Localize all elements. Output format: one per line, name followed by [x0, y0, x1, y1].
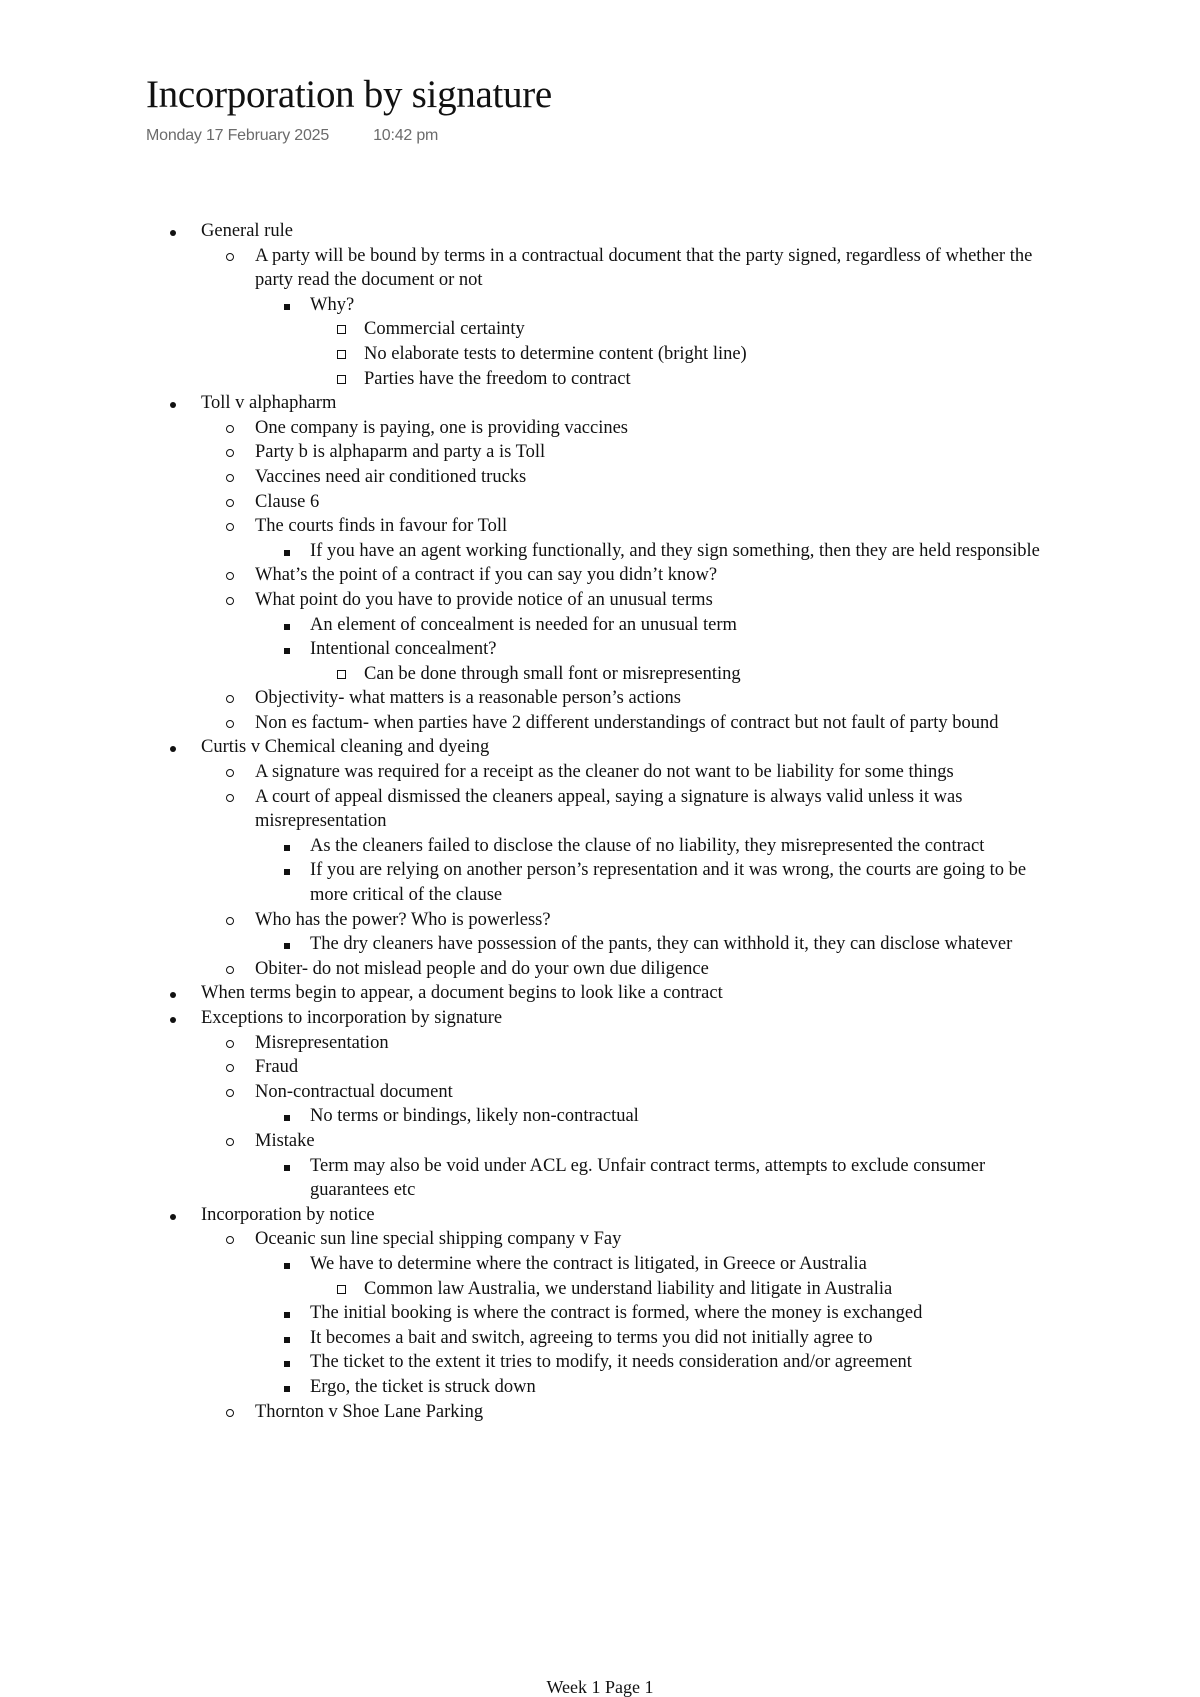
- list-item: [0, 1055, 1065, 1080]
- list-item: [0, 785, 1065, 834]
- circle-bullet-icon: [226, 416, 234, 441]
- list-item-text: Thornton v Shoe Lane Parking: [255, 1401, 484, 1422]
- list-item-text: Term may also be void under ACL eg. Unfair contract terms, attempts to exclude consumer guarantees etc: [310, 1155, 986, 1201]
- square-bullet-icon: [284, 637, 290, 662]
- list-item-text: Vaccines need air conditioned trucks: [255, 466, 527, 487]
- list-item-text: What point do you have to provide notice of an unusual terms: [255, 589, 713, 610]
- circle-bullet-icon: [226, 785, 234, 810]
- list-item: [0, 514, 1065, 539]
- list-item: [0, 711, 1065, 736]
- circle-bullet-icon: [226, 1227, 234, 1252]
- list-item: [0, 1031, 1065, 1056]
- square-bullet-icon: [284, 293, 290, 318]
- list-item: [0, 1104, 1060, 1129]
- list-item: [0, 539, 1060, 564]
- circle-bullet-icon: [226, 244, 234, 269]
- list-item: [0, 440, 1065, 465]
- list-item: [0, 1350, 1060, 1375]
- list-item-text: Common law Australia, we understand liability and litigate in Australia: [364, 1278, 893, 1299]
- list-item-text: What’s the point of a contract if you can say you didn’t know?: [255, 565, 718, 586]
- list-item-text: The ticket to the extent it tries to modify, it needs consideration and/or agreement: [310, 1352, 912, 1373]
- disc-bullet-icon: [170, 1203, 176, 1228]
- list-item: [0, 317, 1064, 342]
- square-bullet-icon: [284, 932, 290, 957]
- list-item: [0, 957, 1065, 982]
- list-item: [0, 416, 1065, 441]
- page-meta: [146, 127, 438, 145]
- square-bullet-icon: [284, 1301, 290, 1326]
- square-bullet-icon: [284, 1154, 290, 1179]
- list-item: [0, 1326, 1060, 1351]
- list-item: [0, 858, 1060, 907]
- list-item-text: We have to determine where the contract is litigated, in Greece or Australia: [310, 1253, 867, 1274]
- circle-bullet-icon: [226, 490, 234, 515]
- list-item-text: Oceanic sun line special shipping company v Fay: [255, 1229, 622, 1250]
- list-item: [0, 637, 1060, 662]
- circle-bullet-icon: [226, 440, 234, 465]
- list-item: [0, 613, 1060, 638]
- circle-bullet-icon: [226, 760, 234, 785]
- hollow-bullet-icon: [337, 662, 346, 687]
- list-item-text: Why?: [310, 294, 355, 315]
- page-time: 10:42 pm: [373, 127, 439, 144]
- list-item-text: An element of concealment is needed for an unusual term: [310, 614, 737, 635]
- list-item-text: The initial booking is where the contract is formed, where the money is exchanged: [310, 1303, 923, 1324]
- list-item: [0, 834, 1060, 859]
- circle-bullet-icon: [226, 1129, 234, 1154]
- list-item: [0, 686, 1065, 711]
- list-item: [0, 735, 1061, 760]
- square-bullet-icon: [284, 1350, 290, 1375]
- list-item-text: Obiter- do not mislead people and do your own due diligence: [255, 958, 709, 979]
- list-item-text: Exceptions to incorporation by signature: [201, 1008, 503, 1028]
- square-bullet-icon: [284, 1252, 290, 1277]
- page-date: Monday 17 February 2025: [146, 127, 330, 144]
- list-item: [0, 490, 1065, 515]
- list-item-text: Toll v alphapharm: [201, 393, 337, 414]
- list-item: [0, 342, 1064, 367]
- list-item: [0, 760, 1065, 785]
- circle-bullet-icon: [226, 588, 234, 613]
- square-bullet-icon: [284, 858, 290, 883]
- hollow-bullet-icon: [337, 317, 346, 342]
- circle-bullet-icon: [226, 1055, 234, 1080]
- list-item: [0, 1129, 1065, 1154]
- disc-bullet-icon: [170, 735, 176, 760]
- list-item-text: It becomes a bait and switch, agreeing to terms you did not initially agree to: [310, 1327, 873, 1348]
- list-item-text: Objectivity- what matters is a reasonable person’s actions: [255, 688, 681, 709]
- list-item-text: A signature was required for a receipt as the cleaner do not want to be liability for some things: [255, 762, 954, 783]
- list-item: [0, 1252, 1060, 1277]
- circle-bullet-icon: [226, 563, 234, 588]
- list-item: [0, 588, 1065, 613]
- circle-bullet-icon: [226, 957, 234, 982]
- list-item: [0, 1301, 1060, 1326]
- list-item-text: If you are relying on another person’s representation and it was wrong, the courts are going to be more critical of the clause: [310, 860, 1027, 906]
- list-item-text: Non-contractual document: [255, 1081, 453, 1102]
- list-item: [0, 465, 1065, 490]
- list-item: [0, 1203, 1061, 1228]
- list-item-text: Misrepresentation: [255, 1032, 389, 1053]
- list-item-text: Parties have the freedom to contract: [364, 368, 631, 389]
- list-item-text: Intentional concealment?: [310, 639, 497, 660]
- square-bullet-icon: [284, 539, 290, 564]
- hollow-bullet-icon: [337, 342, 346, 367]
- list-item-text: Commercial certainty: [364, 319, 525, 340]
- list-item-text: No terms or bindings, likely non-contractual: [310, 1106, 639, 1127]
- page-footer: Week 1 Page 1: [546, 1677, 654, 1697]
- square-bullet-icon: [284, 834, 290, 859]
- square-bullet-icon: [284, 613, 290, 638]
- square-bullet-icon: [284, 1104, 290, 1129]
- list-item: [0, 1154, 1060, 1203]
- list-item-text: Fraud: [255, 1057, 299, 1078]
- list-item-text: The courts finds in favour for Toll: [255, 516, 508, 537]
- square-bullet-icon: [284, 1375, 290, 1400]
- list-item: [0, 244, 1065, 293]
- disc-bullet-icon: [170, 391, 176, 416]
- circle-bullet-icon: [226, 908, 234, 933]
- list-item-text: Curtis v Chemical cleaning and dyeing: [201, 737, 490, 758]
- list-item: [0, 1277, 1064, 1302]
- list-item-text: No elaborate tests to determine content (bright line): [364, 343, 747, 364]
- list-item: [0, 662, 1064, 687]
- list-item: [0, 391, 1061, 416]
- list-item: [0, 1375, 1060, 1400]
- hollow-bullet-icon: [337, 1277, 346, 1302]
- hollow-bullet-icon: [337, 367, 346, 392]
- list-item-text: A party will be bound by terms in a contractual document that the party signed, regardless of whether the party read the document or not: [255, 245, 1033, 291]
- list-item-text: As the cleaners failed to disclose the clause of no liability, they misrepresented the contract: [310, 835, 985, 856]
- list-item-text: Can be done through small font or misrepresenting: [364, 663, 741, 684]
- list-item-text: Party b is alphaparm and party a is Toll: [255, 442, 546, 463]
- circle-bullet-icon: [226, 1080, 234, 1105]
- disc-bullet-icon: [170, 981, 176, 1006]
- list-item: [0, 932, 1060, 957]
- list-item-text: Non es factum- when parties have 2 different understandings of contract but not fault of party bound: [255, 712, 999, 733]
- list-item-text: General rule: [201, 221, 293, 241]
- circle-bullet-icon: [226, 1031, 234, 1056]
- square-bullet-icon: [284, 1326, 290, 1351]
- list-item-text: When terms begin to appear, a document begins to look like a contract: [201, 983, 723, 1004]
- list-item: [0, 1006, 1061, 1031]
- disc-bullet-icon: [170, 1006, 176, 1031]
- circle-bullet-icon: [226, 465, 234, 490]
- circle-bullet-icon: [226, 686, 234, 711]
- list-item: [0, 1080, 1065, 1105]
- list-item-text: Mistake: [255, 1130, 315, 1151]
- disc-bullet-icon: [170, 219, 176, 244]
- list-item: [0, 563, 1065, 588]
- list-item-text: Incorporation by notice: [201, 1204, 375, 1225]
- list-item: [0, 367, 1064, 392]
- list-item-text: Ergo, the ticket is struck down: [310, 1376, 536, 1397]
- notes-outline: [0, 219, 1200, 1424]
- list-item-text: One company is paying, one is providing vaccines: [255, 417, 628, 438]
- list-item: [0, 908, 1065, 933]
- list-item: [0, 293, 1060, 318]
- list-item: [0, 219, 1061, 244]
- list-item-text: If you have an agent working functionally, and they sign something, then they are held responsible: [310, 540, 1040, 561]
- circle-bullet-icon: [226, 711, 234, 736]
- list-item-text: Clause 6: [255, 491, 320, 512]
- circle-bullet-icon: [226, 1400, 234, 1425]
- list-item: [0, 1400, 1065, 1425]
- list-item-text: A court of appeal dismissed the cleaners appeal, saying a signature is always valid unless it was misrepresentation: [255, 786, 963, 832]
- list-item-text: The dry cleaners have possession of the pants, they can withhold it, they can disclose whatever: [310, 934, 1013, 955]
- list-item: [0, 1227, 1065, 1252]
- circle-bullet-icon: [226, 514, 234, 539]
- list-item-text: Who has the power? Who is powerless?: [255, 909, 551, 930]
- page-title: Incorporation by signature: [146, 73, 552, 116]
- list-item: [0, 981, 1061, 1006]
